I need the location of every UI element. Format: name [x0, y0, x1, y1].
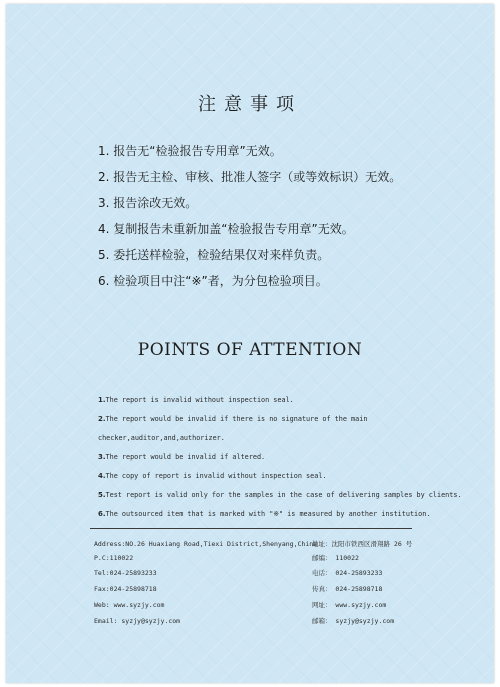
cn-note-item: 2. 报告无主检、审核、批准人签字（或等效标识）无效。: [98, 170, 402, 184]
en-notes-list: [98, 391, 490, 524]
cn-note-item: 4. 复制报告未重新加盖“检验报告专用章”无效。: [98, 222, 354, 236]
en-note-number: 3.: [98, 453, 106, 461]
fax-cn: 传真： 024-25898718: [312, 585, 383, 593]
cn-notes-list: [98, 138, 488, 294]
en-note-text: The report is invalid without inspection seal.: [105, 396, 294, 404]
en-note-number: 5.: [98, 491, 106, 499]
contact-chinese: [312, 537, 412, 629]
en-note-text: The copy of report is invalid without inspection seal.: [105, 472, 327, 480]
postcode-en: P.C:110022: [94, 554, 134, 562]
en-note-text: checker,auditor,and,authorizer.: [98, 434, 225, 442]
en-note-text: Test report is valid only for the samples in the case of delivering samples by clients.: [105, 491, 462, 499]
tel-cn: 电话： 024-25893233: [312, 569, 383, 577]
email-en: Email: syzjy@syzjy.com: [94, 617, 181, 625]
cn-note-item: 3. 报告涂改无效。: [98, 196, 198, 210]
en-note-item: [98, 410, 490, 429]
en-note-number: 4.: [98, 472, 106, 480]
en-note-item: [98, 505, 490, 524]
web-en: Web: www.syzjy.com: [94, 601, 165, 609]
postcode-cn: 邮编： 110022: [312, 554, 359, 562]
document-page: [6, 4, 494, 683]
en-note-text: The report would be invalid if altered.: [105, 453, 266, 461]
email-cn: 邮箱： syzjy@syzjy.com: [312, 617, 395, 625]
en-note-text: The report would be invalid if there is no signature of the main: [105, 415, 368, 423]
en-note-text: The outsourced item that is marked with "※" is measured by another institution.: [105, 510, 431, 518]
tel-en: Tel:024-25893233: [94, 569, 157, 577]
cn-title: 注意事项: [198, 94, 302, 115]
cn-note-item: 1. 报告无“检验报告专用章”无效。: [98, 144, 282, 158]
fax-en: Fax:024-25898718: [94, 585, 157, 593]
en-note-item: [98, 429, 490, 448]
footer-divider: [90, 528, 412, 529]
en-title: POINTS OF ATTENTION: [137, 340, 363, 360]
en-note-number: 6.: [98, 510, 106, 518]
en-note-item: [98, 391, 490, 410]
en-note-number: 2.: [98, 415, 106, 423]
en-note-number: 1.: [98, 396, 106, 404]
en-note-item: [98, 448, 490, 467]
cn-note-item: 5. 委托送样检验，检验结果仅对来样负责。: [98, 248, 330, 262]
cn-note-item: 6. 检验项目中注“※”者，为分包检验项目。: [98, 274, 328, 288]
address-cn: 地址：沈阳市铁西区滑翔路 26 号: [312, 540, 413, 548]
web-cn: 网址： www.syzjy.com: [312, 601, 387, 609]
en-note-item: [98, 467, 490, 486]
en-note-item: [98, 486, 490, 505]
address-en: Address:NO.26 Huaxiang Road,Tiexi District,Shenyang,China: [94, 540, 318, 548]
contact-english: [94, 537, 317, 629]
